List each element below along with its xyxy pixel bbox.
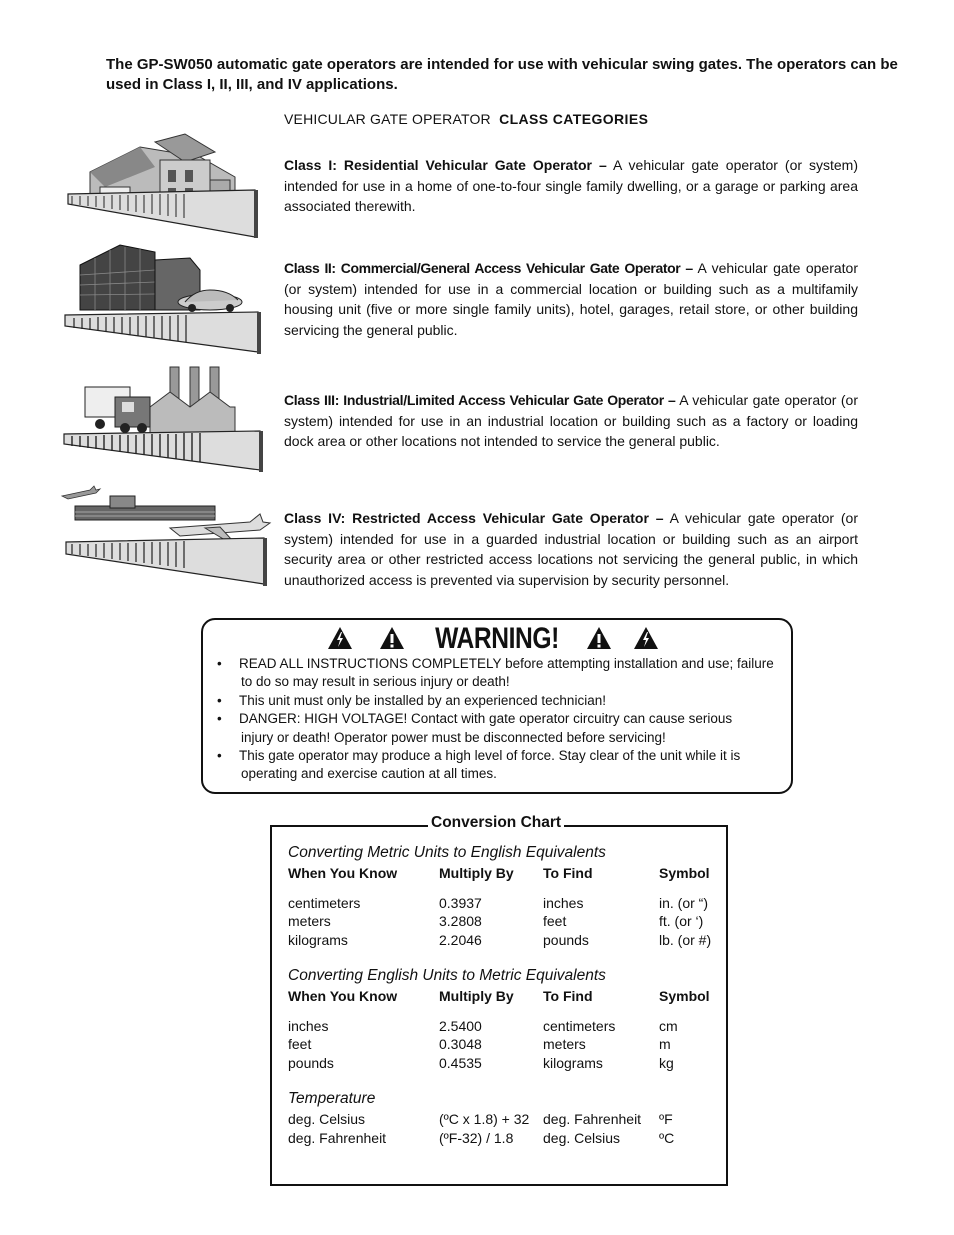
table-header-row: When You Know Multiply By To Find Symbol	[288, 988, 710, 1004]
warning-box	[201, 618, 793, 794]
table-row: pounds 0.4535 kilograms kg	[288, 1054, 674, 1071]
table-row: feet 0.3048 meters m	[288, 1036, 671, 1052]
caution-hazard-icon	[586, 626, 612, 650]
class-iii-description: Class III: Industrial/Limited Access Vehicular Gate Operator – A vehicular gate operator (or system) intended for use in an industrial location or building such as a factory or loading dock area or other locations not intended to service the general public.	[284, 392, 858, 449]
warning-item: • DANGER: HIGH VOLTAGE! Contact with gate operator circuitry can cause serious injury or death! Operator power must be disconnected before servicing!	[217, 710, 777, 747]
warning-item: • This gate operator may produce a high level of force. Stay clear of the unit while it is operating and exercise caution at all times.	[217, 747, 777, 784]
table-header-row: When You Know Multiply By To Find Symbol	[288, 865, 710, 881]
table-row: deg. Fahrenheit (ºF-32) / 1.8 deg. Celsius ºC	[288, 1129, 675, 1146]
class-iv-description: Class IV: Restricted Access Vehicular Gate Operator – A vehicular gate operator (or system) intended for use in a guarded industrial location or building such as an airport security area or other restricted access locations not servicing the general public, in which unauthorized access is prevented via supervision by security personnel.	[284, 510, 859, 588]
warning-title: WARNING!	[435, 622, 559, 655]
airport-gate-icon	[60, 484, 274, 592]
intro-paragraph: The GP-SW050 automatic gate operators are intended for use with vehicular swing gates. The operators can be used in Class I, II, III, and IV applications.	[106, 56, 898, 93]
table-row: kilograms 2.2046 pounds lb. (or #)	[288, 931, 712, 948]
class-categories-heading: VEHICULAR GATE OPERATOR CLASS CATEGORIES	[284, 111, 649, 127]
temperature-title: Temperature	[288, 1090, 376, 1107]
industrial-factory-gate-icon	[60, 362, 274, 474]
class-ii-description: Class II: Commercial/General Access Vehicular Gate Operator – A vehicular gate operator (or system) intended for use in a commercial location or building such as a multifamily housing unit (five or more single family units), hotel, garages, retail store, or other building servicing the general public.	[284, 260, 858, 338]
commercial-building-gate-icon	[60, 240, 274, 355]
conversion-chart	[270, 814, 728, 1186]
warning-item: • This unit must only be installed by an experienced technician!	[217, 692, 777, 710]
table-row: meters 3.2808 feet ft. (or ‘)	[288, 913, 704, 929]
metric-to-english-title: Converting Metric Units to English Equivalents	[288, 844, 606, 861]
table-row: deg. Celsius (ºC x 1.8) + 32 deg. Fahrenheit ºF	[288, 1111, 673, 1127]
warning-item: • READ ALL INSTRUCTIONS COMPLETELY before attempting installation and use; failure to do so may result in serious injury or death!	[217, 655, 777, 692]
electric-hazard-icon	[633, 626, 659, 650]
conversion-chart-title: Conversion Chart	[428, 814, 564, 832]
table-row: centimeters 0.3937 inches in. (or “)	[288, 894, 708, 911]
warning-list	[217, 655, 777, 784]
table-row: inches 2.5400 centimeters cm	[288, 1017, 678, 1034]
residential-house-gate-icon	[60, 132, 274, 240]
class-i-description: Class I: Residential Vehicular Gate Operator – A vehicular gate operator (or system) intended for use in a home of one-to-four single family dwelling, or a garage or parking area associated therewith.	[284, 157, 858, 214]
english-to-metric-title: Converting English Units to Metric Equivalents	[288, 967, 606, 984]
